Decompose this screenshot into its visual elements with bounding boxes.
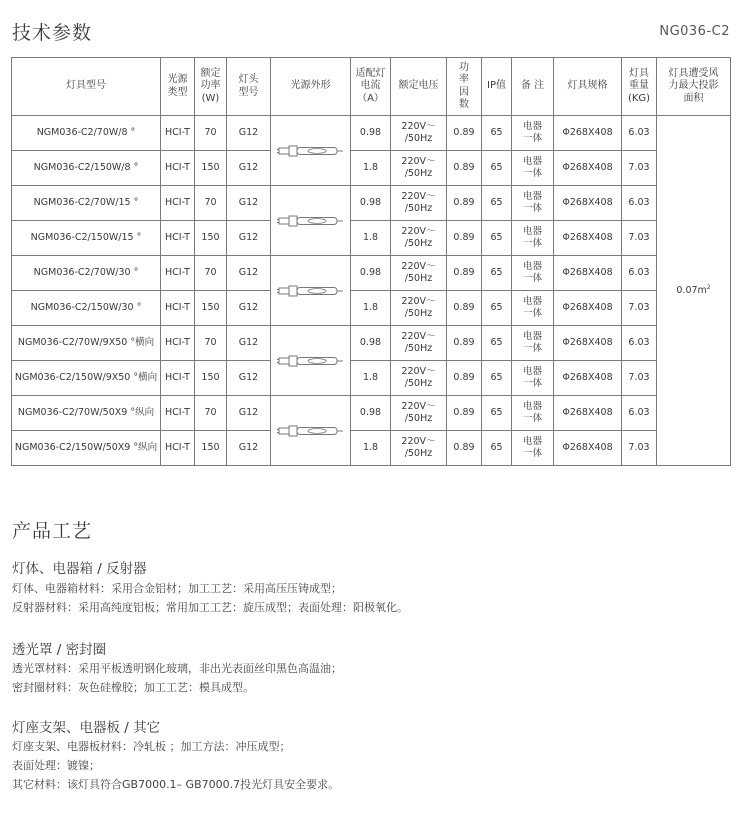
- cell-ip: 65: [482, 431, 512, 466]
- cell-source-shape: [271, 186, 351, 256]
- cell-source-type: HCI-T: [161, 431, 195, 466]
- cell-model: NGM036-C2/150W/15 °: [12, 221, 161, 256]
- lamp-source-icon: [277, 206, 345, 236]
- cell-remark: 电器 一体: [512, 291, 554, 326]
- cell-lamp-base: G12: [227, 326, 271, 361]
- cell-source-type: HCI-T: [161, 361, 195, 396]
- table-row: [12, 116, 731, 151]
- cell-remark: 电器 一体: [512, 186, 554, 221]
- cell-power-factor: 0.89: [447, 326, 482, 361]
- lamp-source-icon: [277, 416, 345, 446]
- cell-source-type: HCI-T: [161, 326, 195, 361]
- cell-current: 1.8: [351, 221, 391, 256]
- cell-remark: 电器 一体: [512, 256, 554, 291]
- cell-voltage: 220V～ /50Hz: [391, 431, 447, 466]
- cell-voltage: 220V～ /50Hz: [391, 186, 447, 221]
- table-row: [12, 186, 731, 221]
- cell-ip: 65: [482, 221, 512, 256]
- cell-remark: 电器 一体: [512, 396, 554, 431]
- process-line: 透光罩材料：采用平板透明钢化玻璃，非出光表面丝印黑色高温油；: [12, 662, 342, 675]
- header-wind-area: 灯具遭受风 力最大投影 面积: [657, 58, 731, 116]
- cell-spec: Φ268X408: [554, 186, 622, 221]
- cell-source-type: HCI-T: [161, 186, 195, 221]
- cell-spec: Φ268X408: [554, 396, 622, 431]
- cell-rated-power: 150: [195, 151, 227, 186]
- cell-current: 0.98: [351, 116, 391, 151]
- cell-voltage: 220V～ /50Hz: [391, 151, 447, 186]
- cell-power-factor: 0.89: [447, 116, 482, 151]
- cell-power-factor: 0.89: [447, 291, 482, 326]
- process-section-title: 灯座支架、电器板 / 其它: [12, 720, 161, 736]
- cell-remark: 电器 一体: [512, 151, 554, 186]
- cell-model: NGM036-C2/70W/15 °: [12, 186, 161, 221]
- cell-source-shape: [271, 256, 351, 326]
- cell-weight: 6.03: [622, 186, 657, 221]
- process-section-title: 透光罩 / 密封圈: [12, 642, 107, 658]
- table-row: [12, 326, 731, 361]
- cell-spec: Φ268X408: [554, 256, 622, 291]
- header-voltage: 额定电压: [391, 58, 447, 116]
- cell-source-type: HCI-T: [161, 116, 195, 151]
- cell-power-factor: 0.89: [447, 221, 482, 256]
- cell-voltage: 220V～ /50Hz: [391, 256, 447, 291]
- cell-ip: 65: [482, 116, 512, 151]
- cell-remark: 电器 一体: [512, 326, 554, 361]
- cell-voltage: 220V～ /50Hz: [391, 291, 447, 326]
- cell-weight: 6.03: [622, 256, 657, 291]
- cell-current: 1.8: [351, 431, 391, 466]
- cell-voltage: 220V～ /50Hz: [391, 116, 447, 151]
- cell-model: NGM036-C2/150W/30 °: [12, 291, 161, 326]
- cell-source-type: HCI-T: [161, 396, 195, 431]
- process-section-title: 灯体、电器箱 / 反射器: [12, 561, 147, 577]
- cell-spec: Φ268X408: [554, 361, 622, 396]
- cell-ip: 65: [482, 151, 512, 186]
- process-title: 产品工艺: [12, 520, 93, 542]
- process-line: 灯体、电器箱材料：采用合金铝材；加工工艺：采用高压压铸成型；: [12, 582, 342, 595]
- cell-rated-power: 70: [195, 116, 227, 151]
- cell-spec: Φ268X408: [554, 431, 622, 466]
- model-code: NG036-C2: [659, 24, 730, 39]
- cell-model: NGM036-C2/70W/30 °: [12, 256, 161, 291]
- process-line: 其它材料：该灯具符合GB7000.1– GB7000.7投光灯具安全要求。: [12, 778, 340, 791]
- cell-remark: 电器 一体: [512, 361, 554, 396]
- table-row: [12, 256, 731, 291]
- cell-source-shape: [271, 326, 351, 396]
- cell-source-shape: [271, 116, 351, 186]
- lamp-source-icon: [277, 346, 345, 376]
- cell-current: 1.8: [351, 361, 391, 396]
- cell-rated-power: 150: [195, 291, 227, 326]
- header-current: 适配灯 电流 （A）: [351, 58, 391, 116]
- cell-current: 0.98: [351, 326, 391, 361]
- cell-rated-power: 70: [195, 396, 227, 431]
- cell-lamp-base: G12: [227, 431, 271, 466]
- cell-current: 1.8: [351, 291, 391, 326]
- cell-power-factor: 0.89: [447, 256, 482, 291]
- cell-model: NGM036-C2/70W/9X50 °横向: [12, 326, 161, 361]
- cell-remark: 电器 一体: [512, 431, 554, 466]
- cell-voltage: 220V～ /50Hz: [391, 396, 447, 431]
- cell-power-factor: 0.89: [447, 431, 482, 466]
- table-row: [12, 396, 731, 431]
- cell-spec: Φ268X408: [554, 221, 622, 256]
- cell-spec: Φ268X408: [554, 291, 622, 326]
- table-row: [12, 361, 731, 396]
- cell-lamp-base: G12: [227, 256, 271, 291]
- cell-weight: 7.03: [622, 361, 657, 396]
- cell-lamp-base: G12: [227, 151, 271, 186]
- header-model: 灯具型号: [12, 58, 161, 116]
- cell-power-factor: 0.89: [447, 361, 482, 396]
- cell-voltage: 220V～ /50Hz: [391, 361, 447, 396]
- cell-current: 0.98: [351, 256, 391, 291]
- cell-current: 0.98: [351, 396, 391, 431]
- cell-rated-power: 70: [195, 186, 227, 221]
- cell-current: 0.98: [351, 186, 391, 221]
- header-spec: 灯具规格: [554, 58, 622, 116]
- cell-power-factor: 0.89: [447, 186, 482, 221]
- cell-source-type: HCI-T: [161, 291, 195, 326]
- lamp-source-icon: [277, 136, 345, 166]
- cell-power-factor: 0.89: [447, 396, 482, 431]
- table-header-row: [12, 58, 731, 116]
- cell-source-type: HCI-T: [161, 256, 195, 291]
- table-row: [12, 431, 731, 466]
- header-remark: 备 注: [512, 58, 554, 116]
- cell-source-shape: [271, 396, 351, 466]
- cell-rated-power: 70: [195, 256, 227, 291]
- cell-model: NGM036-C2/70W/8 °: [12, 116, 161, 151]
- header-source-shape: 光源外形: [271, 58, 351, 116]
- spec-table: [11, 57, 731, 466]
- cell-lamp-base: G12: [227, 116, 271, 151]
- cell-model: NGM036-C2/150W/9X50 °横向: [12, 361, 161, 396]
- tech-params-title: 技术参数: [12, 22, 93, 44]
- cell-remark: 电器 一体: [512, 116, 554, 151]
- header-source-type: 光源 类型: [161, 58, 195, 116]
- cell-rated-power: 150: [195, 221, 227, 256]
- table-row: [12, 291, 731, 326]
- table-row: [12, 151, 731, 186]
- cell-ip: 65: [482, 291, 512, 326]
- header-weight: 灯具 重量 (KG): [622, 58, 657, 116]
- process-line: 灯座支架、电器板材料：冷轧板 ；加工方法：冲压成型；: [12, 740, 291, 753]
- cell-rated-power: 150: [195, 431, 227, 466]
- cell-current: 1.8: [351, 151, 391, 186]
- cell-lamp-base: G12: [227, 396, 271, 431]
- cell-lamp-base: G12: [227, 221, 271, 256]
- cell-rated-power: 70: [195, 326, 227, 361]
- cell-wind-area: $0.07m^2$: [657, 116, 731, 466]
- header-power-factor: 功 率 因 数: [447, 58, 482, 116]
- cell-ip: 65: [482, 396, 512, 431]
- cell-ip: 65: [482, 326, 512, 361]
- header-rated-power: 额定 功率 (W): [195, 58, 227, 116]
- cell-spec: Φ268X408: [554, 326, 622, 361]
- cell-lamp-base: G12: [227, 291, 271, 326]
- cell-spec: Φ268X408: [554, 151, 622, 186]
- process-line: 反射器材料：采用高纯度铝板；常用加工工艺：旋压成型；表面处理：阳极氧化。: [12, 601, 408, 614]
- cell-weight: 7.03: [622, 431, 657, 466]
- cell-lamp-base: G12: [227, 186, 271, 221]
- cell-source-type: HCI-T: [161, 151, 195, 186]
- cell-model: NGM036-C2/150W/8 °: [12, 151, 161, 186]
- cell-voltage: 220V～ /50Hz: [391, 326, 447, 361]
- process-line: 表面处理：镀镍；: [12, 759, 100, 772]
- cell-weight: 7.03: [622, 221, 657, 256]
- cell-source-type: HCI-T: [161, 221, 195, 256]
- header-ip: IP值: [482, 58, 512, 116]
- cell-weight: 7.03: [622, 291, 657, 326]
- lamp-source-icon: [277, 276, 345, 306]
- cell-weight: 6.03: [622, 116, 657, 151]
- cell-ip: 65: [482, 186, 512, 221]
- cell-spec: Φ268X408: [554, 116, 622, 151]
- cell-model: NGM036-C2/150W/50X9 °纵向: [12, 431, 161, 466]
- cell-lamp-base: G12: [227, 361, 271, 396]
- cell-ip: 65: [482, 256, 512, 291]
- header-lamp-base: 灯头 型号: [227, 58, 271, 116]
- process-line: 密封圈材料：灰色硅橡胶；加工工艺：模具成型。: [12, 681, 254, 694]
- cell-weight: 6.03: [622, 326, 657, 361]
- cell-weight: 6.03: [622, 396, 657, 431]
- cell-remark: 电器 一体: [512, 221, 554, 256]
- cell-rated-power: 150: [195, 361, 227, 396]
- table-row: [12, 221, 731, 256]
- cell-voltage: 220V～ /50Hz: [391, 221, 447, 256]
- cell-model: NGM036-C2/70W/50X9 °纵向: [12, 396, 161, 431]
- cell-weight: 7.03: [622, 151, 657, 186]
- cell-power-factor: 0.89: [447, 151, 482, 186]
- cell-ip: 65: [482, 361, 512, 396]
